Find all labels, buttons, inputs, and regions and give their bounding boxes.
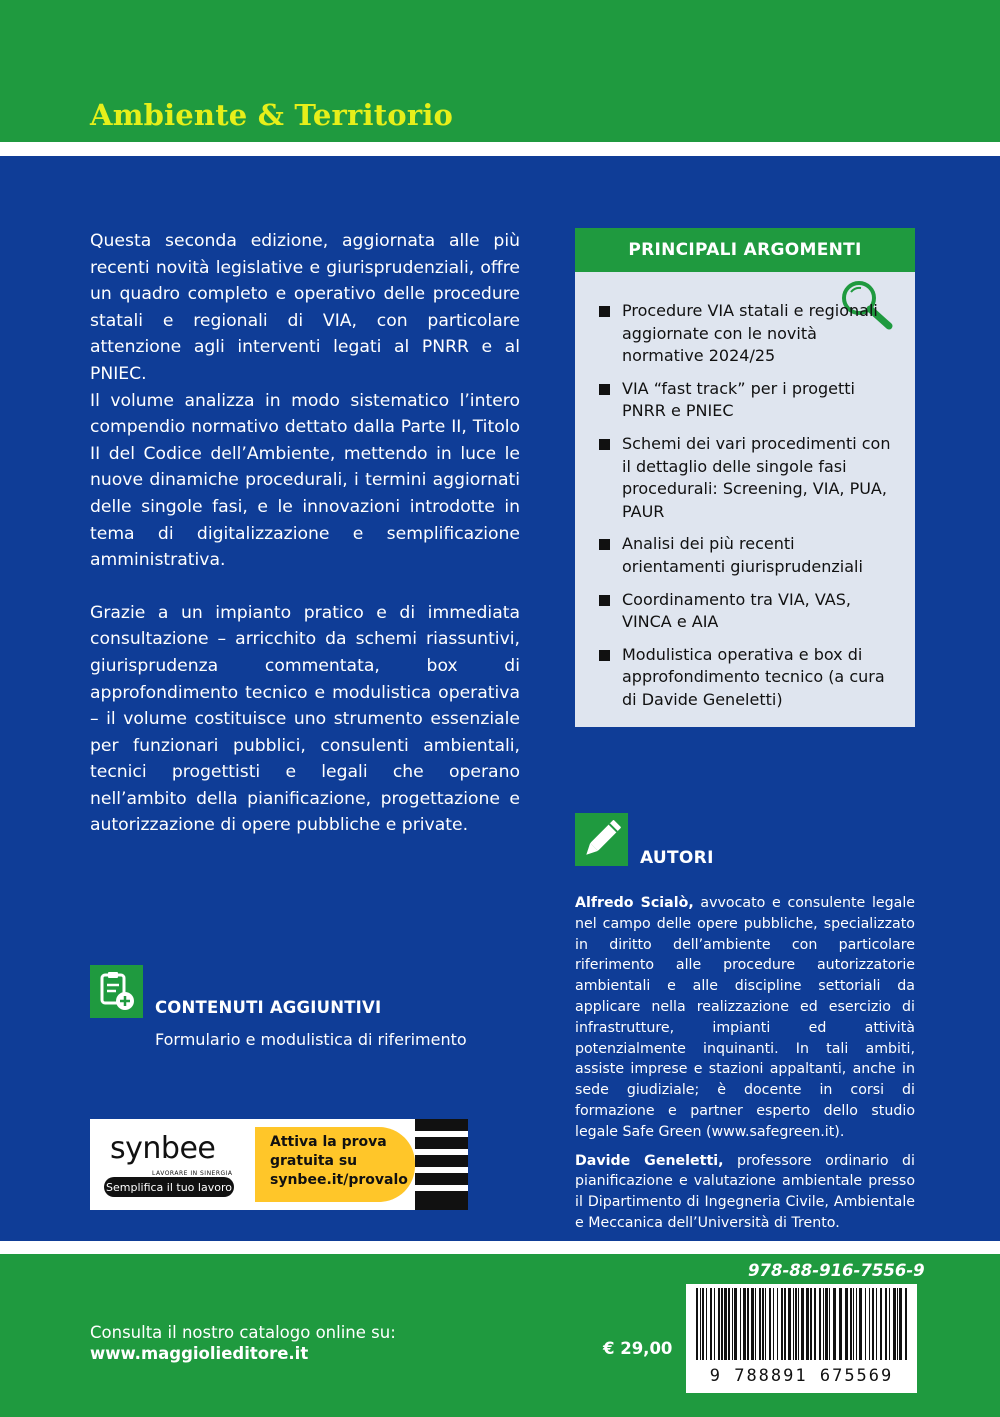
barcode-bar [721,1288,723,1360]
barcode-bar [893,1288,896,1360]
description-paragraph: Grazie a un impianto pratico e di immediata consultazione – arricchito da schemi riassuntivi, giurisprudenza commentata, box di approfondimento tecnico e modulistica operativa – il volume costituisce uno strumento essenziale per funzionari pubblici, consulenti ambientali, tecnici progettisti e legali che operano nell’ambito della pianificazione, progettazione e autorizzazione di opere pubbliche e private. [90,602,520,836]
barcode-bar [885,1288,887,1360]
barcode-bar [810,1288,812,1360]
list-item: Schemi dei vari procedimenti con il dettaglio delle singole fasi procedurali: Screening, VIA, PUA, PAUR [599,433,899,523]
barcode-bar [755,1288,756,1360]
barcode-bar [801,1288,804,1360]
series-title: Ambiente & Territorio [90,98,454,132]
barcode-bar [762,1288,764,1360]
bullet-icon [599,595,610,606]
barcode-bar [747,1288,749,1360]
synbee-logo: synbee [110,1131,216,1166]
synbee-tagline: Semplifica il tuo lavoro [104,1177,234,1197]
author-bio: avvocato e consulente legale nel campo delle opere pubbliche, specializzato in diritto dell’ambiente con particolare riferimento alle procedure autorizzatorie ambientali e alle discipline settoriali da applicare nella realizzazione ed esercizio di infrastrutture, impianti ed attività potenzialmente inquinanti. In tali ambiti, assiste imprese e stazioni appaltanti, anche in sede giudiziale; è docente in corsi di formazione e partner esperto dello studio legale Safe Green (www.safegreen.it). [575,895,915,1140]
barcode-bar [876,1288,877,1360]
isbn: 978-88-916-7556-9 [748,1261,925,1280]
bullet-icon [599,439,610,450]
barcode-bar [793,1288,794,1360]
author-name: Alfredo Scialò, [575,895,694,911]
authors-section [575,893,915,1242]
catalog-url[interactable]: www.maggiolieditore.it [90,1344,309,1363]
barcode-bar [714,1288,715,1360]
barcode-bar [859,1288,862,1360]
author-name: Davide Geneletti, [575,1152,724,1169]
list-item: Coordinamento tra VIA, VAS, VINCA e AIA [599,589,899,634]
author-entry [575,893,915,1143]
list-item: VIA “fast track” per i progetti PNRR e PNIEC [599,378,899,423]
barcode-bar [700,1288,701,1360]
barcode-bar [819,1288,821,1360]
barcode-bar [833,1288,836,1360]
barcode-bar [788,1288,791,1360]
barcode-bar [718,1288,720,1360]
bullet-icon [599,539,610,550]
arguments-list [599,300,899,722]
price: € 29,00 [603,1339,673,1358]
barcode-bar [740,1288,741,1360]
barcode-bar [773,1288,774,1360]
bullet-icon [599,306,610,317]
barcode [686,1284,917,1393]
barcode-bar [889,1288,890,1360]
barcode-bar [710,1288,712,1360]
barcode-bar [856,1288,857,1360]
stripes-decoration [415,1119,468,1210]
barcode-bar [872,1288,874,1360]
barcode-bar [784,1288,786,1360]
barcode-bar [899,1288,902,1360]
barcode-bar [734,1288,737,1360]
barcode-bar [865,1288,866,1360]
authors-title: AUTORI [640,848,714,868]
barcode-bar [777,1288,778,1360]
barcode-bars [686,1284,917,1364]
barcode-bar [880,1288,882,1360]
barcode-digits: 9 788891 675569 [709,1366,894,1386]
arguments-title: PRINCIPALI ARGOMENTI [575,228,915,272]
cta-text: Attiva la prova gratuita su synbee.it/provalo [270,1134,408,1188]
synbee-promo [90,1119,468,1210]
arguments-box [575,228,915,727]
description-paragraph: Il volume analizza in modo sistematico l’intero compendio normativo dettato dalla Parte II, Titolo II del Codice dell’Ambiente, mettendo in luce le nuove dinamiche procedurali, i termini aggiornati delle singole fasi, e le innovazioni introdotte in tema di digitalizzazione e semplificazione amministrativa. [90,390,520,571]
barcode-bar [839,1288,842,1360]
author-entry [575,1151,915,1234]
barcode-bar [795,1288,797,1360]
extra-content-title: CONTENUTI AGGIUNTIVI [155,998,382,1017]
barcode-bar [823,1288,824,1360]
barcode-bar [798,1288,799,1360]
barcode-bar [897,1288,898,1360]
pen-icon [575,813,628,866]
barcode-bar [814,1288,816,1360]
list-item: Procedure VIA statali e regionali aggiornate con le novità normative 2024/25 [599,300,899,368]
description-paragraph: Questa seconda edizione, aggiornata alle più recenti novità legislative e giurisprudenziali, offre un quadro completo e operativo delle procedure statali e regionali di VIA, con particolare attenzione agli interventi legati al PNRR e al PNIEC. [90,231,520,384]
barcode-bar [732,1288,733,1360]
description [90,228,520,839]
document-add-icon [90,965,143,1018]
barcode-bar [765,1288,766,1360]
extra-content-text: Formulario e modulistica di riferimento [155,1030,467,1049]
barcode-bar [905,1288,907,1360]
synbee-subtitle: LAVORARE IN SINERGIA [152,1170,233,1177]
barcode-bar [751,1288,754,1360]
list-item: Modulistica operativa e box di approfondimento tecnico (a cura di Davide Geneletti) [599,644,899,712]
barcode-bar [702,1288,704,1360]
barcode-bar [696,1288,698,1360]
barcode-bar [724,1288,727,1360]
barcode-bar [728,1288,730,1360]
barcode-bar [743,1288,746,1360]
barcode-bar [869,1288,870,1360]
list-item: Analisi dei più recenti orientamenti giurisprudenziali [599,533,899,578]
barcode-bar [853,1288,854,1360]
barcode-bar [759,1288,761,1360]
barcode-bar [825,1288,828,1360]
barcode-bar [829,1288,830,1360]
barcode-bar [850,1288,852,1360]
bullet-icon [599,384,610,395]
author-bio: professore ordinario di pianificazione e valutazione ambientale presso il Dipartimento di Ingegneria Civile, Ambientale e Meccanica dell’Università di Trento. [575,1152,915,1231]
catalog-text: Consulta il nostro catalogo online su: [90,1323,396,1342]
barcode-bar [845,1288,848,1360]
barcode-bar [769,1288,771,1360]
barcode-bar [706,1288,707,1360]
barcode-bar [806,1288,809,1360]
bullet-icon [599,650,610,661]
barcode-bar [781,1288,783,1360]
